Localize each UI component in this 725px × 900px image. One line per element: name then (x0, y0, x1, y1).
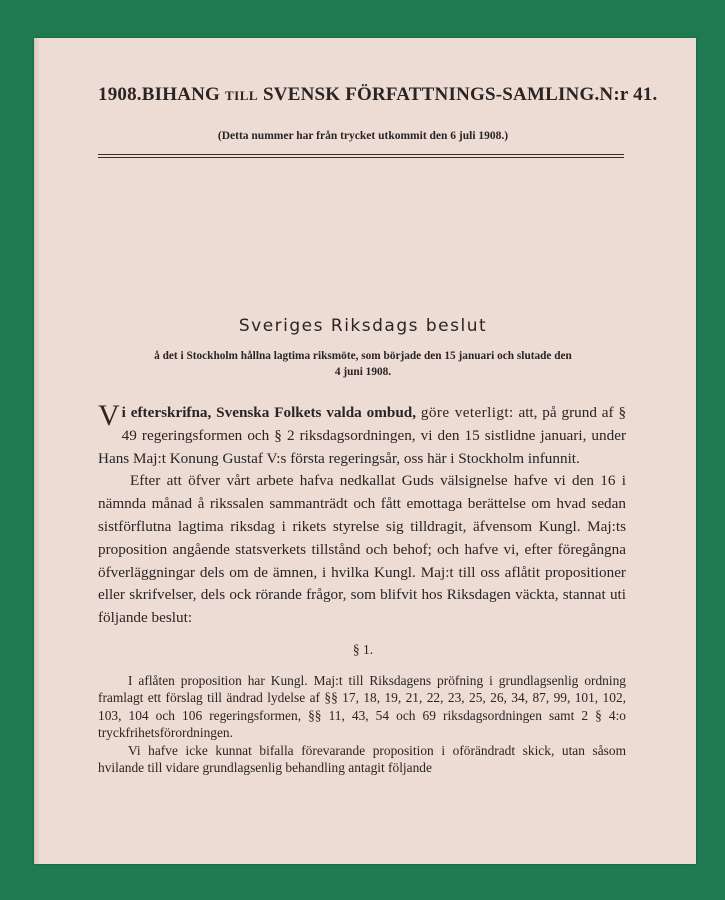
page-header (98, 84, 658, 106)
header-collection: SVENSK FÖRFATTNINGS-SAMLING. (263, 84, 600, 105)
publication-note: (Detta nummer har från trycket utkommit den 6 juli 1908.) (217, 130, 509, 142)
header-rule-top (98, 154, 624, 155)
intro-rest: att, på grund af § 49 regeringsformen och § 2 riksdagsordningen, vi den 15 sistlidne januari, under Hans Maj:t Konung Gustaf V:s första regeringsår, oss här i Stockholm infunnit. (98, 404, 627, 467)
document-subtitle (98, 348, 628, 380)
subtitle-line-1: å det i Stockholm hållna lagtima riksmöte, som började den 15 januari och slutade den (154, 350, 572, 362)
section-heading: § 1. (352, 642, 374, 657)
intro-paragraph (98, 399, 627, 470)
header-rule-bottom (98, 157, 624, 158)
subtitle-line-2: 4 juni 1908. (334, 366, 392, 378)
section-1-paragraph-2: Vi hafve icke kunnat bifalla förevarande proposition i oförändradt skick, utan såsom hvilande till vidare grundlagsenlig behandling antagit följande (98, 742, 626, 776)
document-page (34, 38, 696, 864)
header-year: 1908. (98, 84, 142, 105)
second-paragraph: Efter att öfver vårt arbete hafva nedkallat Guds välsignelse hafve vi den 16 i nämnda månad å rikssalen sammanträdt och fått emottaga berättelse om hvad sedan sistförflutna lagtima riksdag i rikets styrelse sig tilldragit, äfvensom Kungl. Maj:ts proposition angående statsverkets tillstånd och behof; och hafve vi, efter föregångna öfverläggningar dels om de ämnen, i hvilka Kungl. Maj:t till oss aflåtit propositioner eller skrifvelser, dels ock rörande frågor, som blifvit hos Riksdagen väckta, stannat uti följande beslut: (98, 472, 626, 627)
header-number: N:r 41. (599, 84, 658, 105)
header-till: TILL (224, 88, 259, 103)
section-1-paragraph-1: I aflåten proposition har Kungl. Maj:t till Riksdagens pröfning i grundlagsenlig ordning framlagt ett förslag till ändrad lydelse af §§ 17, 18, 19, 21, 22, 23, 25, 26, 34, 87, 99, 101, 102, 103, 104 och 106 regeringsformen, §§ 11, 43, 54 och 69 riksdagsordningen samt 2 § 4:o tryckfrihetsförordningen. (98, 673, 626, 741)
drop-cap: V (98, 399, 120, 432)
main-body (98, 399, 627, 630)
document-title: Sveriges Riksdags beslut (238, 316, 488, 336)
section-1-body (98, 672, 626, 776)
header-bihang: BIHANG (141, 84, 221, 105)
intro-verb: göre veterligt: (420, 404, 514, 421)
header-collection-title (142, 84, 600, 106)
intro-lead: i efterskrifna, Svenska Folkets valda ombud, (121, 404, 417, 421)
